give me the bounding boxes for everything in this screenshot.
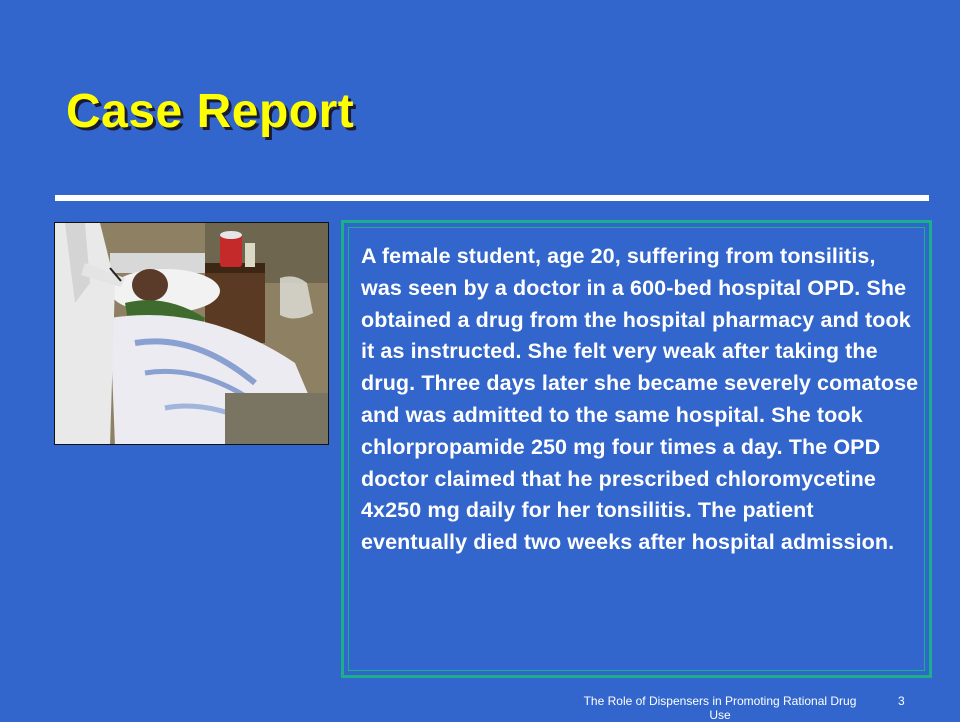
slide-number: 3 [898, 694, 905, 708]
case-description-text: A female student, age 20, suffering from tonsilitis, was seen by a doctor in a 600-bed hospital OPD. She obtained a drug from the hospital pharmacy and took it as instructed. She felt very weak after taking the drug. Three days later she became severely comatose and was admitted to the same hospital. She took chlorpropamide 250 mg four times a day. The OPD doctor claimed that he prescribed chloromycetine 4x250 mg daily for her tonsilitis. The patient eventually died two weeks after hospital admission. [361, 244, 919, 555]
title-divider [55, 195, 929, 201]
slide-title: Case Report [66, 85, 355, 138]
patient-in-hospital-bed-icon [55, 223, 329, 445]
case-description-box [341, 220, 932, 678]
patient-photo [54, 222, 329, 445]
footer-presentation-title: The Role of Dispensers in Promoting Rational Drug Use [583, 694, 857, 722]
